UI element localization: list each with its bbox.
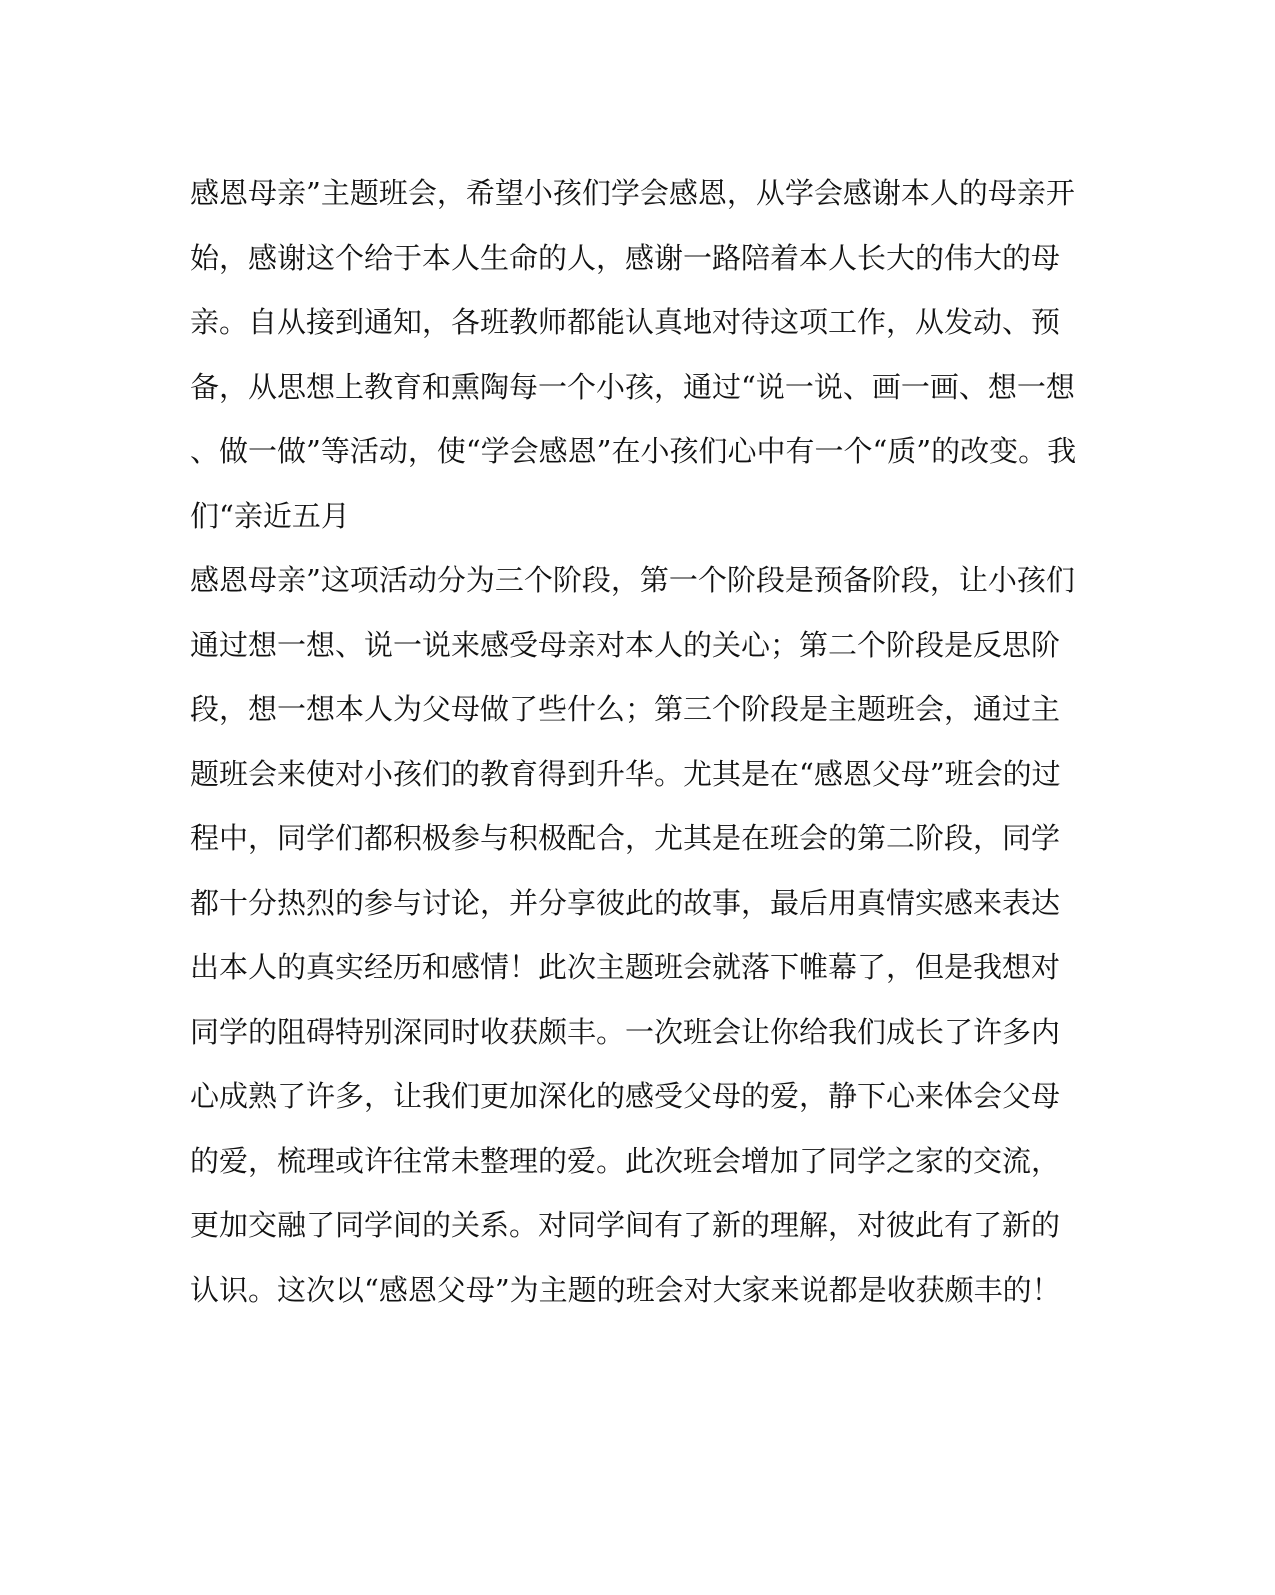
text-line: 认识。这次以“感恩父母”为主题的班会对大家来说都是收获颇丰的！ [190, 1272, 1061, 1307]
body-text [190, 161, 1077, 1322]
text-line: 备，从思想上教育和熏陶每一个小孩，通过“说一说、画一画、想一想 [190, 369, 1075, 404]
text-line: 们“亲近五月 [190, 498, 350, 533]
text-line: 的爱，梳理或许往常未整理的爱。此次班会增加了同学之家的交流， [190, 1143, 1061, 1178]
text-line: 亲。自从接到通知，各班教师都能认真地对待这项工作，从发动、预 [190, 305, 1061, 339]
text-line: 程中，同学们都积极参与积极配合，尤其是在班会的第二阶段，同学 [190, 821, 1061, 855]
text-line: 始，感谢这个给于本人生命的人，感谢一路陪着本人长大的伟大的母 [190, 240, 1061, 275]
text-line: 通过想一想、说一说来感受母亲对本人的关心；第二个阶段是反思阶 [190, 627, 1061, 662]
text-line: 题班会来使对小孩们的教育得到升华。尤其是在“感恩父母”班会的过 [190, 756, 1061, 791]
text-line: 都十分热烈的参与讨论，并分享彼此的故事，最后用真情实感来表达 [190, 885, 1061, 920]
text-line: 感恩母亲”主题班会，希望小孩们学会感恩，从学会感谢本人的母亲开 [190, 176, 1075, 210]
text-line: 出本人的真实经历和感情！此次主题班会就落下帷幕了，但是我想对 [190, 950, 1061, 984]
text-line: 感恩母亲”这项活动分为三个阶段，第一个阶段是预备阶段，让小孩们 [190, 563, 1075, 597]
text-line: 更加交融了同学间的关系。对同学间有了新的理解，对彼此有了新的 [190, 1208, 1061, 1242]
text-line: 心成熟了许多，让我们更加深化的感受父母的爱，静下心来体会父母 [190, 1079, 1061, 1113]
text-line: 段，想一想本人为父母做了些什么；第三个阶段是主题班会，通过主 [190, 692, 1061, 726]
text-line: 同学的阻碍特别深同时收获颇丰。一次班会让你给我们成长了许多内 [190, 1014, 1061, 1049]
text-line: 、做一做”等活动，使“学会感恩”在小孩们心中有一个“质”的改变。我 [190, 434, 1077, 468]
